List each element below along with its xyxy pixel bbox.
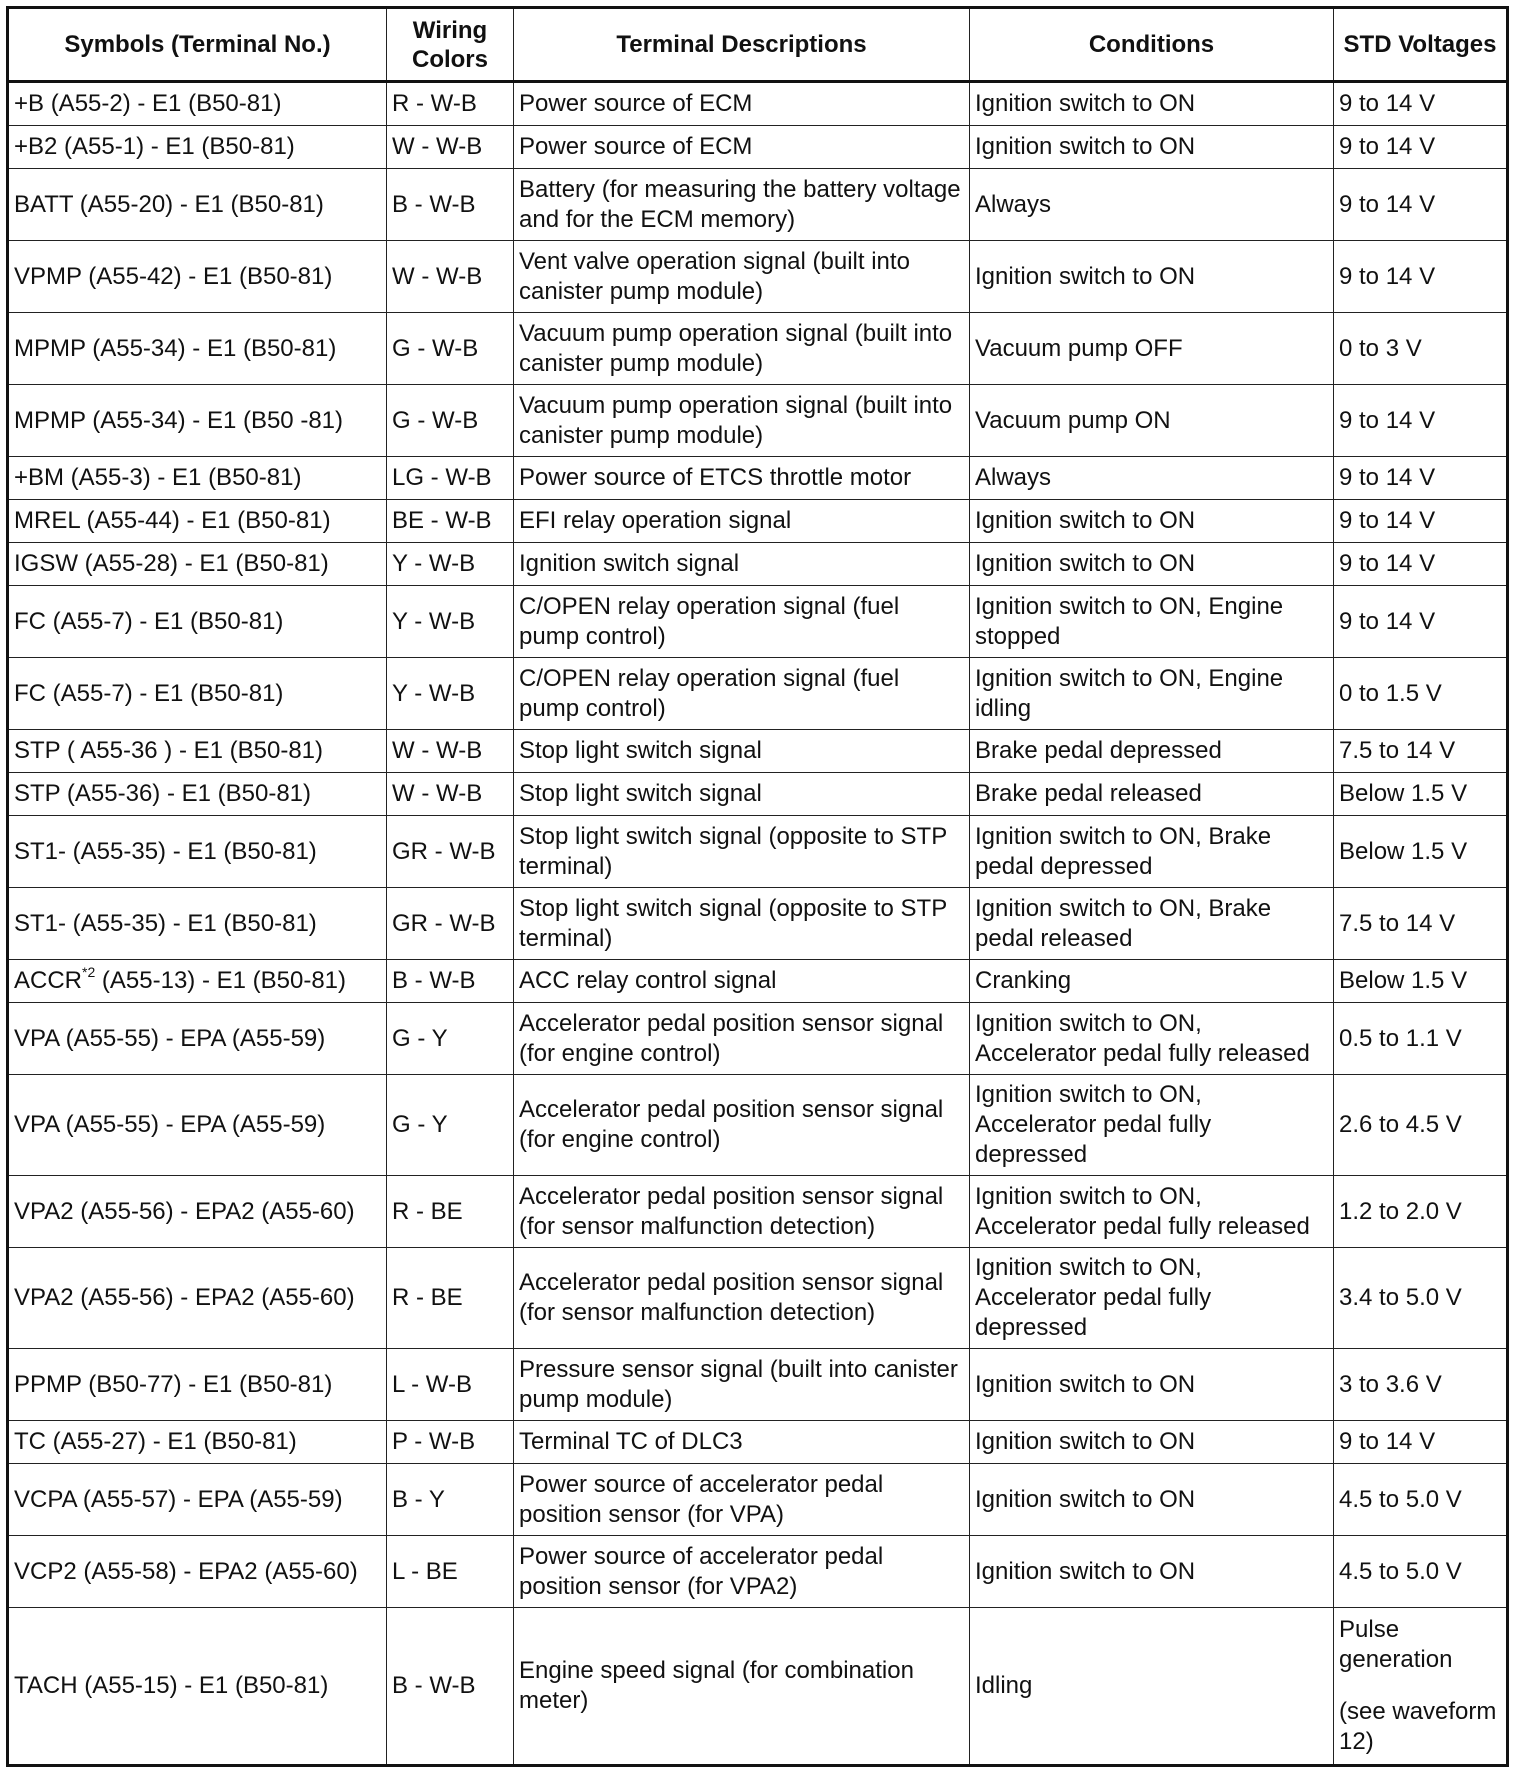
cell-std-voltage: 7.5 to 14 V <box>1334 730 1508 773</box>
cell-wiring: GR - W-B <box>387 816 514 888</box>
cell-symbol: TC (A55-27) - E1 (B50-81) <box>8 1421 387 1464</box>
cell-description: Power source of accelerator pedal position sensor (for VPA2) <box>514 1536 970 1608</box>
symbol-main: ACCR <box>14 967 83 994</box>
cell-description: EFI relay operation signal <box>514 500 970 543</box>
cell-symbol: FC (A55-7) - E1 (B50-81) <box>8 658 387 730</box>
table-row <box>8 816 1508 888</box>
table-row <box>8 586 1508 658</box>
table-row <box>8 313 1508 385</box>
ecm-terminal-table <box>6 6 1509 1767</box>
cell-wiring: B - W-B <box>387 960 514 1003</box>
table-row <box>8 385 1508 457</box>
table-row <box>8 82 1508 126</box>
cell-condition: Ignition switch to ON <box>970 241 1334 313</box>
cell-symbol: MPMP (A55-34) - E1 (B50-81) <box>8 313 387 385</box>
symbol-footnote-marker: *2 <box>82 964 96 980</box>
cell-std-voltage: 9 to 14 V <box>1334 241 1508 313</box>
cell-description: Power source of accelerator pedal position sensor (for VPA) <box>514 1464 970 1536</box>
cell-wiring: G - Y <box>387 1075 514 1176</box>
cell-description: Accelerator pedal position sensor signal (for sensor malfunction detection) <box>514 1248 970 1349</box>
cell-condition: Ignition switch to ON, Brake pedal released <box>970 888 1334 960</box>
cell-condition: Ignition switch to ON <box>970 1464 1334 1536</box>
cell-condition: Ignition switch to ON <box>970 1421 1334 1464</box>
cell-condition: Ignition switch to ON, Accelerator pedal fully depressed <box>970 1248 1334 1349</box>
cell-description: Vacuum pump operation signal (built into canister pump module) <box>514 385 970 457</box>
cell-std-voltage: 9 to 14 V <box>1334 457 1508 500</box>
cell-description: Stop light switch signal <box>514 773 970 816</box>
cell-symbol <box>8 960 387 1003</box>
cell-condition: Idling <box>970 1608 1334 1766</box>
cell-condition: Ignition switch to ON <box>970 1349 1334 1421</box>
cell-std-voltage: 9 to 14 V <box>1334 385 1508 457</box>
std-pulse-generation: Pulse generation <box>1339 1616 1453 1673</box>
cell-std-voltage: Below 1.5 V <box>1334 816 1508 888</box>
cell-condition: Ignition switch to ON, Engine stopped <box>970 586 1334 658</box>
cell-symbol: MPMP (A55-34) - E1 (B50 -81) <box>8 385 387 457</box>
cell-condition: Ignition switch to ON, Brake pedal depressed <box>970 816 1334 888</box>
header-symbols: Symbols (Terminal No.) <box>8 8 387 82</box>
table-row <box>8 1003 1508 1075</box>
cell-description: Battery (for measuring the battery voltage and for the ECM memory) <box>514 169 970 241</box>
cell-description: Engine speed signal (for combination meter) <box>514 1608 970 1766</box>
table-row <box>8 457 1508 500</box>
cell-description: Pressure sensor signal (built into canister pump module) <box>514 1349 970 1421</box>
cell-description: Vacuum pump operation signal (built into canister pump module) <box>514 313 970 385</box>
cell-wiring: W - W-B <box>387 730 514 773</box>
table-row <box>8 960 1508 1003</box>
cell-std-voltage <box>1334 1608 1508 1766</box>
cell-std-voltage: 9 to 14 V <box>1334 543 1508 586</box>
cell-wiring: G - W-B <box>387 313 514 385</box>
cell-wiring: W - W-B <box>387 241 514 313</box>
cell-wiring: B - W-B <box>387 169 514 241</box>
table-row <box>8 169 1508 241</box>
cell-symbol: IGSW (A55-28) - E1 (B50-81) <box>8 543 387 586</box>
table-row <box>8 500 1508 543</box>
cell-symbol: VPA (A55-55) - EPA (A55-59) <box>8 1003 387 1075</box>
cell-symbol: VPA2 (A55-56) - EPA2 (A55-60) <box>8 1176 387 1248</box>
cell-symbol: +BM (A55-3) - E1 (B50-81) <box>8 457 387 500</box>
cell-wiring: BE - W-B <box>387 500 514 543</box>
cell-description: C/OPEN relay operation signal (fuel pump control) <box>514 658 970 730</box>
cell-wiring: R - W-B <box>387 82 514 126</box>
cell-symbol: BATT (A55-20) - E1 (B50-81) <box>8 169 387 241</box>
cell-description: Power source of ECM <box>514 82 970 126</box>
cell-std-voltage: 7.5 to 14 V <box>1334 888 1508 960</box>
cell-wiring: B - Y <box>387 1464 514 1536</box>
cell-description: Terminal TC of DLC3 <box>514 1421 970 1464</box>
cell-wiring: Y - W-B <box>387 658 514 730</box>
cell-condition: Ignition switch to ON <box>970 126 1334 169</box>
cell-std-voltage: 9 to 14 V <box>1334 500 1508 543</box>
cell-description: Accelerator pedal position sensor signal (for sensor malfunction detection) <box>514 1176 970 1248</box>
cell-wiring: R - BE <box>387 1248 514 1349</box>
cell-wiring: GR - W-B <box>387 888 514 960</box>
cell-description: C/OPEN relay operation signal (fuel pump control) <box>514 586 970 658</box>
cell-std-voltage: Below 1.5 V <box>1334 960 1508 1003</box>
cell-wiring: B - W-B <box>387 1608 514 1766</box>
cell-wiring: Y - W-B <box>387 586 514 658</box>
cell-wiring: L - W-B <box>387 1349 514 1421</box>
cell-std-voltage: 9 to 14 V <box>1334 586 1508 658</box>
cell-std-voltage: 9 to 14 V <box>1334 82 1508 126</box>
cell-condition: Always <box>970 457 1334 500</box>
cell-symbol: ST1- (A55-35) - E1 (B50-81) <box>8 888 387 960</box>
cell-condition: Ignition switch to ON <box>970 500 1334 543</box>
std-waveform-note: (see waveform 12) <box>1339 1698 1497 1755</box>
cell-condition: Cranking <box>970 960 1334 1003</box>
terminal-table-page <box>6 6 1506 1767</box>
cell-description: Ignition switch signal <box>514 543 970 586</box>
cell-wiring: P - W-B <box>387 1421 514 1464</box>
cell-std-voltage: 9 to 14 V <box>1334 126 1508 169</box>
cell-description: ACC relay control signal <box>514 960 970 1003</box>
cell-symbol: PPMP (B50-77) - E1 (B50-81) <box>8 1349 387 1421</box>
cell-condition: Ignition switch to ON, Engine idling <box>970 658 1334 730</box>
table-header-row <box>8 8 1508 82</box>
cell-wiring: Y - W-B <box>387 543 514 586</box>
cell-description: Accelerator pedal position sensor signal (for engine control) <box>514 1075 970 1176</box>
symbol-rest: (A55-13) - E1 (B50-81) <box>95 967 347 994</box>
cell-condition: Ignition switch to ON, Accelerator pedal fully depressed <box>970 1075 1334 1176</box>
cell-description: Vent valve operation signal (built into canister pump module) <box>514 241 970 313</box>
cell-wiring: G - Y <box>387 1003 514 1075</box>
cell-condition: Ignition switch to ON <box>970 1536 1334 1608</box>
cell-std-voltage: 2.6 to 4.5 V <box>1334 1075 1508 1176</box>
header-terminal-descriptions: Terminal Descriptions <box>514 8 970 82</box>
table-row <box>8 543 1508 586</box>
cell-condition: Vacuum pump ON <box>970 385 1334 457</box>
cell-condition: Ignition switch to ON <box>970 543 1334 586</box>
table-row <box>8 1608 1508 1766</box>
table-row <box>8 1176 1508 1248</box>
table-row <box>8 1464 1508 1536</box>
table-row <box>8 1248 1508 1349</box>
cell-wiring: LG - W-B <box>387 457 514 500</box>
cell-description: Stop light switch signal <box>514 730 970 773</box>
table-row <box>8 1075 1508 1176</box>
cell-symbol: TACH (A55-15) - E1 (B50-81) <box>8 1608 387 1766</box>
cell-description: Accelerator pedal position sensor signal (for engine control) <box>514 1003 970 1075</box>
cell-std-voltage: 9 to 14 V <box>1334 169 1508 241</box>
cell-symbol: STP ( A55-36 ) - E1 (B50-81) <box>8 730 387 773</box>
cell-std-voltage: 9 to 14 V <box>1334 1421 1508 1464</box>
cell-std-voltage: 3 to 3.6 V <box>1334 1349 1508 1421</box>
table-row <box>8 730 1508 773</box>
cell-condition: Brake pedal released <box>970 773 1334 816</box>
cell-condition: Ignition switch to ON <box>970 82 1334 126</box>
cell-symbol: MREL (A55-44) - E1 (B50-81) <box>8 500 387 543</box>
header-conditions: Conditions <box>970 8 1334 82</box>
cell-wiring: G - W-B <box>387 385 514 457</box>
cell-description: Power source of ETCS throttle motor <box>514 457 970 500</box>
cell-description: Power source of ECM <box>514 126 970 169</box>
cell-description: Stop light switch signal (opposite to STP terminal) <box>514 888 970 960</box>
table-row <box>8 658 1508 730</box>
cell-condition: Vacuum pump OFF <box>970 313 1334 385</box>
table-row <box>8 241 1508 313</box>
cell-condition: Ignition switch to ON, Accelerator pedal fully released <box>970 1176 1334 1248</box>
table-row <box>8 126 1508 169</box>
header-std-voltages: STD Voltages <box>1334 8 1508 82</box>
table-row <box>8 1421 1508 1464</box>
cell-symbol: VPMP (A55-42) - E1 (B50-81) <box>8 241 387 313</box>
cell-symbol: VCPA (A55-57) - EPA (A55-59) <box>8 1464 387 1536</box>
table-row <box>8 773 1508 816</box>
cell-symbol: STP (A55-36) - E1 (B50-81) <box>8 773 387 816</box>
cell-std-voltage: 1.2 to 2.0 V <box>1334 1176 1508 1248</box>
table-row <box>8 888 1508 960</box>
cell-wiring: L - BE <box>387 1536 514 1608</box>
cell-wiring: W - W-B <box>387 126 514 169</box>
cell-std-voltage: 4.5 to 5.0 V <box>1334 1536 1508 1608</box>
cell-wiring: R - BE <box>387 1176 514 1248</box>
cell-std-voltage: 0 to 1.5 V <box>1334 658 1508 730</box>
cell-std-voltage: 3.4 to 5.0 V <box>1334 1248 1508 1349</box>
table-row <box>8 1349 1508 1421</box>
cell-symbol: VCP2 (A55-58) - EPA2 (A55-60) <box>8 1536 387 1608</box>
cell-symbol: +B2 (A55-1) - E1 (B50-81) <box>8 126 387 169</box>
cell-std-voltage: Below 1.5 V <box>1334 773 1508 816</box>
cell-std-voltage: 0.5 to 1.1 V <box>1334 1003 1508 1075</box>
table-row <box>8 1536 1508 1608</box>
cell-symbol: FC (A55-7) - E1 (B50-81) <box>8 586 387 658</box>
cell-condition: Always <box>970 169 1334 241</box>
cell-symbol: VPA (A55-55) - EPA (A55-59) <box>8 1075 387 1176</box>
cell-symbol: ST1- (A55-35) - E1 (B50-81) <box>8 816 387 888</box>
cell-std-voltage: 4.5 to 5.0 V <box>1334 1464 1508 1536</box>
cell-condition: Brake pedal depressed <box>970 730 1334 773</box>
cell-condition: Ignition switch to ON, Accelerator pedal fully released <box>970 1003 1334 1075</box>
cell-symbol: +B (A55-2) - E1 (B50-81) <box>8 82 387 126</box>
cell-std-voltage: 0 to 3 V <box>1334 313 1508 385</box>
header-wiring-colors: Wiring Colors <box>387 8 514 82</box>
cell-wiring: W - W-B <box>387 773 514 816</box>
cell-description: Stop light switch signal (opposite to STP terminal) <box>514 816 970 888</box>
cell-symbol: VPA2 (A55-56) - EPA2 (A55-60) <box>8 1248 387 1349</box>
